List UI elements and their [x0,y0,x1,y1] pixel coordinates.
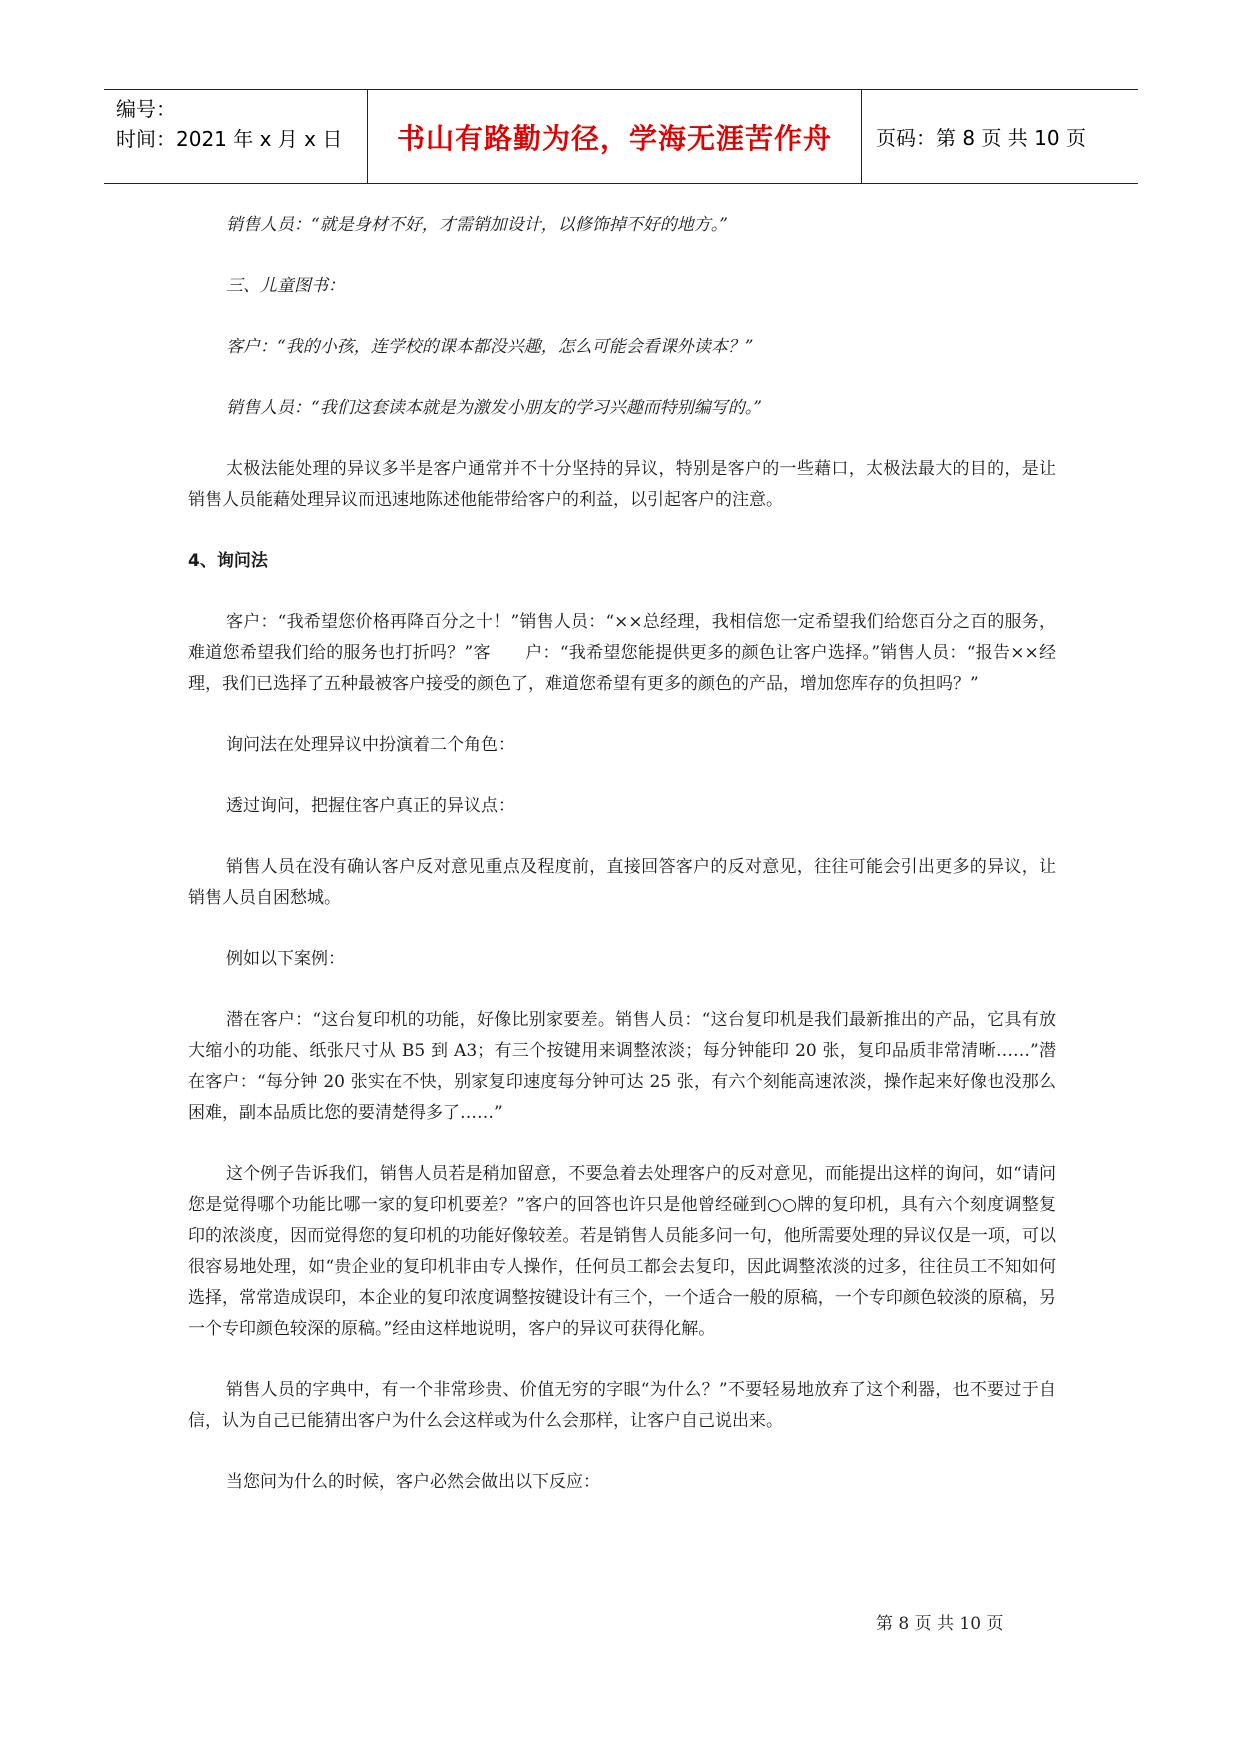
paragraph-copier-case: 潜在客户：“这台复印机的功能，好像比别家要差。销售人员：“这台复印机是我们最新推出的产品，它具有放大缩小的功能、纸张尺寸从 B5 到 A3；有三个按键用来调整浓淡；每分钟能印 20 张，复印品质非常清晰……”潜在客户：“每分钟 20 张实在不快，别家复印速度每分钟可达 25 张，有六个刻能高速浓淡，操作起来好像也没那么困难，副本品质比您的要清楚得多了……” [188,1010,1056,1123]
header-motto: 书山有路勤为径，学海无涯苦作舟 [368,90,862,183]
dialogue-sales-2: 销售人员：“我们这套读本就是为激发小朋友的学习兴趣而特别编写的。” [226,398,762,418]
header-page-label: 页码：第 8 页 共 10 页 [876,126,1086,150]
header-number-label: 编号： [116,97,176,121]
paragraph-why-word: 销售人员的字典中，有一个非常珍贵、价值无穷的字眼“为什么？”不要轻易地放弃了这个利器，也不要过于自信，认为自己已能猜出客户为什么会这样或为什么会那样，让客户自己说出来。 [188,1380,1056,1431]
paragraph-inquiry-warning: 销售人员在没有确认客户反对意见重点及程度前，直接回答客户的反对意见，往往可能会引出更多的异议，让销售人员自困愁城。 [188,857,1056,908]
paragraph-case-lesson: 这个例子告诉我们，销售人员若是稍加留意，不要急着去处理客户的反对意见，而能提出这样的询问，如“请问您是觉得哪个功能比哪一家的复印机要差？”客户的回答也许只是他曾经碰到○○牌的复印机，具有六个刻度调整复印的浓淡度，因而觉得您的复印机的功能好像较差。若是销售人员能多问一句，他所需要处理的异议仅是一项，可以很容易地处理，如“贵企业的复印机非由专人操作，任何员工都会去复印，因此调整浓淡的过多，往往员工不知如何选择，常常造成误印，本企业的复印浓度调整按键设计有三个，一个适合一般的原稿，一个专印颜色较淡的原稿，另一个专印颜色较深的原稿。”经由这样地说明，客户的异议可获得化解。 [188,1164,1056,1339]
header-meta [104,90,368,183]
paragraph-inquiry-roles: 询问法在处理异议中扮演着二个角色： [226,735,515,755]
dialogue-sales-1: 销售人员：“就是身材不好，才需销加设计，以修饰掉不好的地方。” [226,215,728,235]
document-body [188,210,1056,1498]
paragraph-inquiry-point: 透过询问，把握住客户真正的异议点： [226,796,515,816]
paragraph-example-intro: 例如以下案例： [226,949,345,969]
page-header [104,89,1138,184]
paragraph-why-reaction: 当您问为什么的时候，客户必然会做出以下反应： [226,1472,600,1492]
section-heading-inquiry: 4、询问法 [188,551,268,571]
page-footer: 第 8 页 共 10 页 [876,1614,1004,1634]
header-time-label: 时间：2021 年 x 月 x 日 [116,127,343,151]
section-children-books: 三、儿童图书： [226,276,345,296]
paragraph-inquiry-dialogue: 客户：“我希望您价格再降百分之十！”销售人员：“××总经理，我相信您一定希望我们给您百分之百的服务，难道您希望我们给的服务也打折吗？”客 户：“我希望您能提供更多的颜色让客户选择。”销售人员：“报告××经理，我们已选择了五种最被客户接受的颜色了，难道您希望有更多的颜色的产品，增加您库存的负担吗？” [188,612,1056,694]
paragraph-taiji-summary: 太极法能处理的异议多半是客户通常并不十分坚持的异议，特别是客户的一些藉口，太极法最大的目的，是让销售人员能藉处理异议而迅速地陈述他能带给客户的利益，以引起客户的注意。 [188,459,1056,510]
dialogue-customer-2: 客户：“我的小孩，连学校的课本都没兴趣，怎么可能会看课外读本？” [226,337,754,357]
